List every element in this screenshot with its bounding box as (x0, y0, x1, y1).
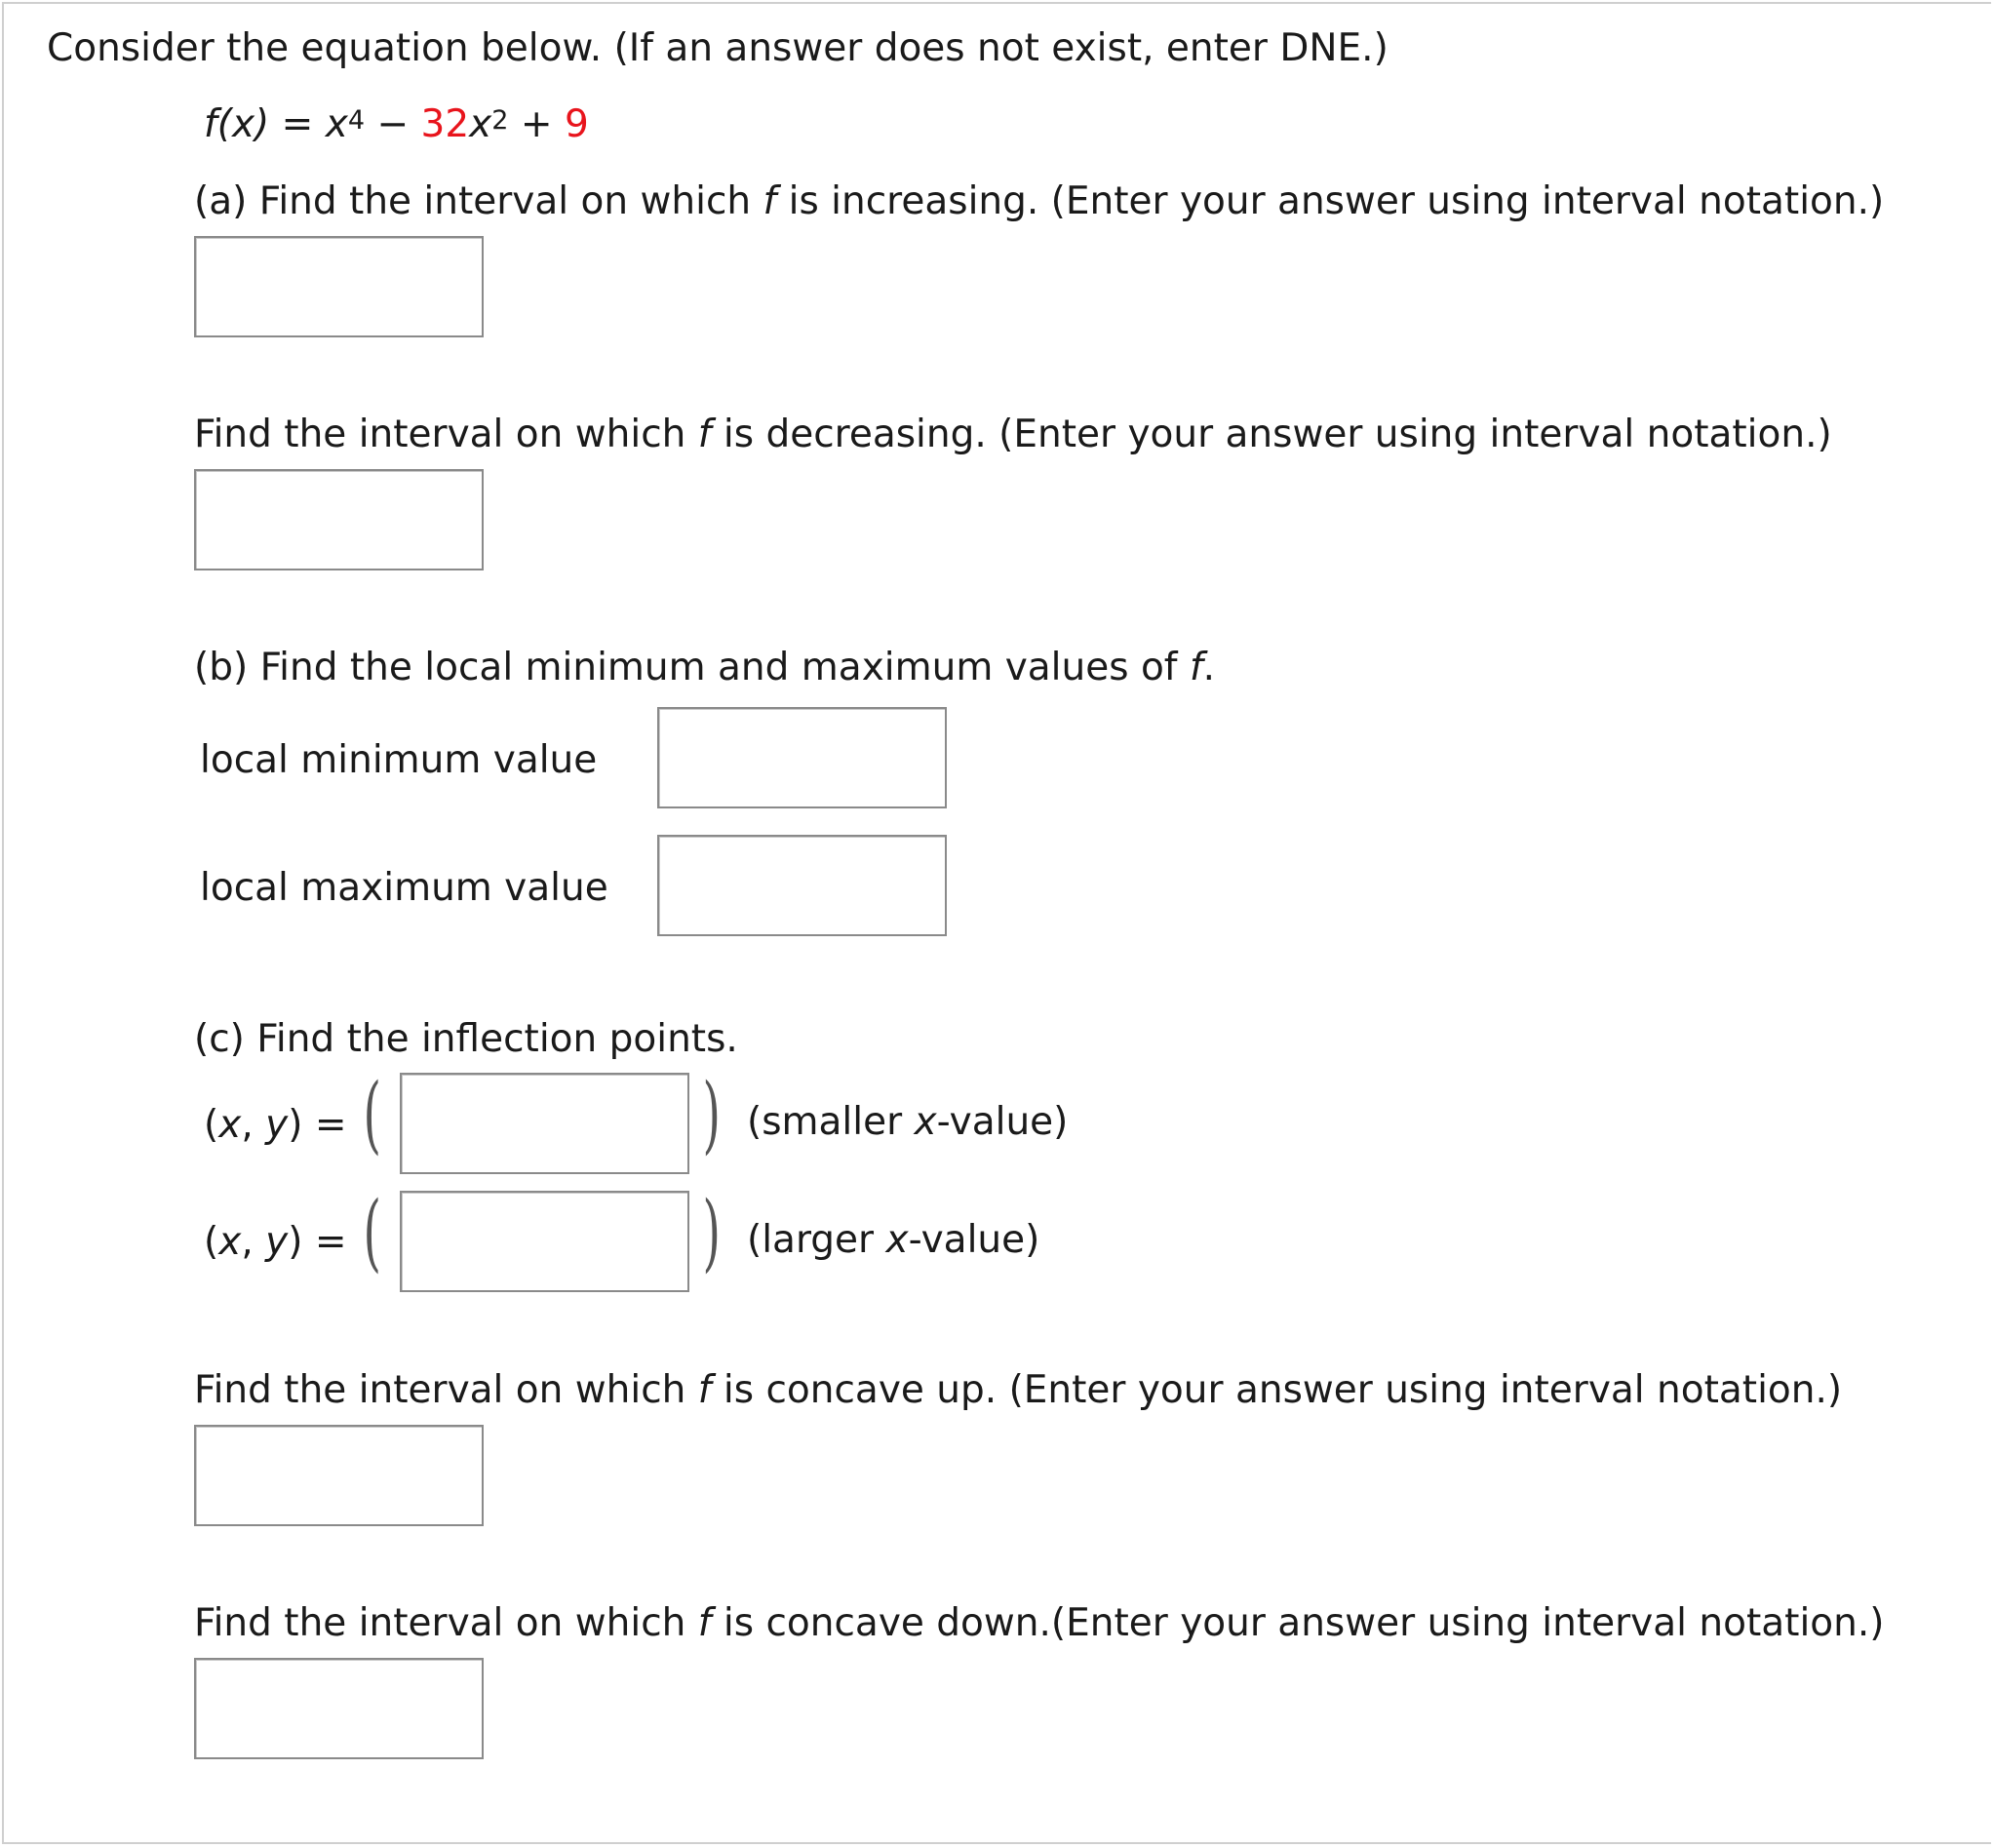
local-extrema-prompt-prefix: (b) Find the local minimum and maximum values of (194, 646, 1190, 689)
increasing-input[interactable] (194, 236, 484, 337)
concave-up-prompt-fn: f (697, 1368, 712, 1412)
inflection-larger-right-paren: ) (702, 1184, 722, 1281)
local-min-label: local minimum value (200, 738, 598, 782)
inflection-smaller-note (747, 1100, 1069, 1144)
equation-equals: = (281, 102, 314, 146)
inflection-smaller-input[interactable] (400, 1073, 689, 1174)
decreasing-input[interactable] (194, 469, 484, 570)
local-extrema-prompt-fn: f (1189, 646, 1203, 689)
smaller-note-prefix: (smaller (747, 1100, 915, 1144)
concave-down-input[interactable] (194, 1658, 484, 1759)
local-min-input[interactable] (657, 707, 947, 808)
larger-note-var: x (885, 1218, 909, 1262)
smaller-note-var: x (914, 1100, 937, 1144)
xy-sep: , (241, 1103, 266, 1147)
equation-lhs: f(x) (204, 102, 270, 146)
equation (204, 102, 589, 146)
equation-term1-base: x (325, 102, 348, 146)
xy-x: x (218, 1220, 242, 1264)
decreasing-prompt-suffix: is decreasing. (Enter your answer using interval notation.) (711, 413, 1832, 456)
equation-term2-base: x (469, 102, 492, 146)
xy-close: ) = (288, 1103, 347, 1147)
concave-up-prompt-prefix: Find the interval on which (194, 1368, 698, 1412)
local-max-input[interactable] (657, 835, 947, 936)
larger-note-suffix: -value) (908, 1218, 1040, 1262)
equation-term2-exp: 2 (491, 105, 509, 136)
concave-up-prompt (194, 1368, 1843, 1412)
decreasing-prompt (194, 413, 1832, 456)
concave-up-input[interactable] (194, 1425, 484, 1526)
equation-coefficient: 32 (420, 102, 470, 146)
xy-y: y (265, 1220, 289, 1264)
inflection-smaller-left-paren: ( (363, 1066, 382, 1163)
xy-open: ( (204, 1103, 219, 1147)
xy-x: x (218, 1103, 242, 1147)
inflection-larger-xy-label (204, 1220, 347, 1264)
xy-sep: , (241, 1220, 266, 1264)
local-extrema-prompt-suffix: . (1202, 646, 1216, 689)
xy-y: y (265, 1103, 289, 1147)
inflection-larger-left-paren: ( (363, 1184, 382, 1281)
decreasing-prompt-fn: f (697, 413, 712, 456)
increasing-prompt-suffix: is increasing. (Enter your answer using interval notation.) (776, 179, 1885, 223)
inflection-prompt: (c) Find the inflection points. (194, 1017, 738, 1061)
concave-up-prompt-suffix: is concave up. (Enter your answer using interval notation.) (711, 1368, 1843, 1412)
local-extrema-prompt (194, 646, 1216, 689)
decreasing-prompt-prefix: Find the interval on which (194, 413, 698, 456)
xy-close: ) = (288, 1220, 347, 1264)
inflection-smaller-right-paren: ) (702, 1066, 722, 1163)
smaller-note-suffix: -value) (936, 1100, 1069, 1144)
larger-note-prefix: (larger (747, 1218, 886, 1262)
concave-down-prompt-prefix: Find the interval on which (194, 1601, 698, 1645)
increasing-prompt (194, 179, 1885, 223)
increasing-prompt-fn: f (763, 179, 777, 223)
equation-minus: − (376, 102, 410, 146)
equation-term1-exp: 4 (347, 105, 366, 136)
xy-open: ( (204, 1220, 219, 1264)
question-intro: Consider the equation below. (If an answer does not exist, enter DNE.) (47, 26, 1389, 70)
inflection-smaller-xy-label (204, 1103, 347, 1147)
concave-down-prompt (194, 1601, 1885, 1645)
inflection-larger-input[interactable] (400, 1191, 689, 1292)
local-max-label: local maximum value (200, 866, 608, 910)
inflection-larger-note (747, 1218, 1040, 1262)
concave-down-prompt-suffix: is concave down.(Enter your answer using interval notation.) (711, 1601, 1885, 1645)
equation-constant: 9 (564, 102, 589, 146)
increasing-prompt-prefix: (a) Find the interval on which (194, 179, 763, 223)
equation-plus: + (520, 102, 553, 146)
concave-down-prompt-fn: f (697, 1601, 712, 1645)
